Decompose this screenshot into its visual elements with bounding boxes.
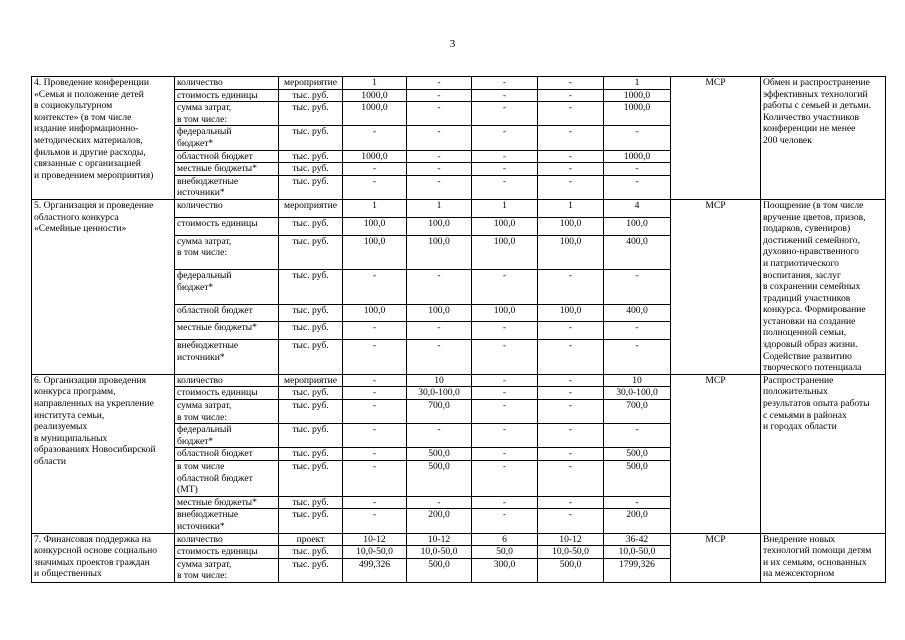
- value-cell: -: [407, 89, 472, 102]
- value-cell: 100,0: [472, 217, 538, 235]
- value-cell: -: [472, 270, 538, 304]
- value-cell: -: [538, 89, 604, 102]
- unit-cell: тыс. руб.: [279, 340, 343, 374]
- program-measures-table: [31, 76, 886, 583]
- value-cell: -: [343, 461, 407, 497]
- value-cell: -: [538, 461, 604, 497]
- unit-cell: тыс. руб.: [279, 424, 343, 448]
- value-cell: 10,0-50,0: [538, 546, 604, 559]
- indicator-name: количество: [175, 374, 279, 387]
- value-cell: -: [472, 496, 538, 509]
- table-row: [32, 77, 886, 90]
- indicator-name: сумма затрат, в том числе:: [175, 102, 279, 126]
- value-cell: 10: [604, 374, 671, 387]
- value-cell: -: [407, 163, 472, 176]
- unit-cell: тыс. руб.: [279, 496, 343, 509]
- value-cell: -: [538, 175, 604, 199]
- value-cell: -: [407, 496, 472, 509]
- value-cell: 10-12: [538, 533, 604, 546]
- value-cell: 100,0: [472, 235, 538, 269]
- unit-cell: тыс. руб.: [279, 448, 343, 461]
- unit-cell: тыс. руб.: [279, 558, 343, 582]
- value-cell: 1: [407, 199, 472, 217]
- value-cell: -: [472, 163, 538, 176]
- value-cell: -: [538, 496, 604, 509]
- value-cell: -: [472, 126, 538, 150]
- value-cell: -: [538, 102, 604, 126]
- value-cell: 100,0: [538, 217, 604, 235]
- value-cell: 36-42: [604, 533, 671, 546]
- executor-cell: МСР: [671, 374, 761, 533]
- unit-cell: мероприятие: [279, 374, 343, 387]
- measure-title: 6. Организация проведения конкурса программ, направленных на укрепление института семьи, реализуемых в муниципальных образованиях Новосибирской области: [32, 374, 175, 533]
- value-cell: 1000,0: [604, 89, 671, 102]
- value-cell: 10: [407, 374, 472, 387]
- value-cell: 499,326: [343, 558, 407, 582]
- unit-cell: тыс. руб.: [279, 509, 343, 533]
- value-cell: -: [604, 424, 671, 448]
- indicator-name: сумма затрат, в том числе:: [175, 235, 279, 269]
- value-cell: 700,0: [407, 400, 472, 424]
- value-cell: 400,0: [604, 235, 671, 269]
- value-cell: 100,0: [343, 217, 407, 235]
- value-cell: -: [343, 270, 407, 304]
- indicator-name: стоимость единицы: [175, 89, 279, 102]
- page-number: 3: [449, 38, 456, 50]
- value-cell: -: [472, 448, 538, 461]
- value-cell: -: [604, 270, 671, 304]
- value-cell: 4: [604, 199, 671, 217]
- unit-cell: тыс. руб.: [279, 322, 343, 340]
- indicator-name: в том числе областной бюджет (МТ): [175, 461, 279, 497]
- indicator-name: федеральный бюджет*: [175, 126, 279, 150]
- value-cell: -: [472, 340, 538, 374]
- value-cell: 500,0: [407, 461, 472, 497]
- value-cell: -: [407, 175, 472, 199]
- value-cell: -: [538, 400, 604, 424]
- value-cell: 10,0-50,0: [343, 546, 407, 559]
- unit-cell: тыс. руб.: [279, 102, 343, 126]
- value-cell: -: [407, 340, 472, 374]
- value-cell: 500,0: [604, 461, 671, 497]
- value-cell: -: [343, 509, 407, 533]
- unit-cell: тыс. руб.: [279, 175, 343, 199]
- unit-cell: мероприятие: [279, 77, 343, 90]
- value-cell: 10,0-50,0: [407, 546, 472, 559]
- value-cell: -: [472, 509, 538, 533]
- value-cell: -: [604, 322, 671, 340]
- executor-cell: МСР: [671, 199, 761, 374]
- value-cell: -: [343, 340, 407, 374]
- value-cell: 1: [472, 199, 538, 217]
- value-cell: -: [343, 374, 407, 387]
- value-cell: -: [538, 448, 604, 461]
- measure-title: 4. Проведение конференции «Семья и положение детей в социокультурном контексте» (в том числе издание информационно- методических материалов, фильмов и другие расходы, связанные с организацией и проведением мероприятия): [32, 77, 175, 200]
- value-cell: 300,0: [472, 558, 538, 582]
- value-cell: -: [604, 340, 671, 374]
- value-cell: 500,0: [538, 558, 604, 582]
- result-cell: Внедрение новых технологий помощи детям и их семьям, основанных на межсекторном: [761, 533, 886, 582]
- value-cell: -: [407, 424, 472, 448]
- value-cell: 1000,0: [604, 150, 671, 163]
- indicator-name: местные бюджеты*: [175, 163, 279, 176]
- unit-cell: тыс. руб.: [279, 126, 343, 150]
- unit-cell: тыс. руб.: [279, 163, 343, 176]
- value-cell: 6: [472, 533, 538, 546]
- value-cell: -: [472, 150, 538, 163]
- indicator-name: областной бюджет: [175, 150, 279, 163]
- value-cell: 100,0: [343, 304, 407, 322]
- value-cell: -: [472, 175, 538, 199]
- value-cell: 100,0: [407, 217, 472, 235]
- indicator-name: сумма затрат, в том числе:: [175, 558, 279, 582]
- unit-cell: тыс. руб.: [279, 150, 343, 163]
- table-row: [32, 199, 886, 217]
- measure-title: 5. Организация и проведение областного конкурса «Семейные ценности»: [32, 199, 175, 374]
- indicator-name: стоимость единицы: [175, 217, 279, 235]
- value-cell: 1000,0: [343, 150, 407, 163]
- unit-cell: тыс. руб.: [279, 217, 343, 235]
- unit-cell: тыс. руб.: [279, 387, 343, 400]
- value-cell: 1000,0: [604, 102, 671, 126]
- value-cell: 100,0: [538, 304, 604, 322]
- indicator-name: областной бюджет: [175, 304, 279, 322]
- value-cell: 100,0: [604, 217, 671, 235]
- unit-cell: тыс. руб.: [279, 89, 343, 102]
- indicator-name: внебюджетные источники*: [175, 509, 279, 533]
- unit-cell: тыс. руб.: [279, 235, 343, 269]
- value-cell: -: [604, 163, 671, 176]
- value-cell: -: [407, 77, 472, 90]
- value-cell: -: [538, 270, 604, 304]
- indicator-name: федеральный бюджет*: [175, 424, 279, 448]
- value-cell: 1: [343, 199, 407, 217]
- indicator-name: стоимость единицы: [175, 387, 279, 400]
- indicator-name: местные бюджеты*: [175, 322, 279, 340]
- unit-cell: тыс. руб.: [279, 304, 343, 322]
- value-cell: 1799,326: [604, 558, 671, 582]
- value-cell: 30,0-100,0: [604, 387, 671, 400]
- value-cell: -: [472, 89, 538, 102]
- value-cell: 10-12: [407, 533, 472, 546]
- executor-cell: МСР: [671, 77, 761, 200]
- value-cell: -: [343, 175, 407, 199]
- indicator-name: местные бюджеты*: [175, 496, 279, 509]
- value-cell: 100,0: [343, 235, 407, 269]
- result-cell: Обмен и распространение эффективных технологий работы с семьей и детьми. Количество участников конференции не менее 200 человек: [761, 77, 886, 200]
- value-cell: 1: [343, 77, 407, 90]
- value-cell: -: [407, 102, 472, 126]
- unit-cell: проект: [279, 533, 343, 546]
- value-cell: -: [407, 126, 472, 150]
- value-cell: -: [472, 77, 538, 90]
- value-cell: 500,0: [407, 448, 472, 461]
- value-cell: -: [343, 448, 407, 461]
- result-cell: Распространение положительных результатов опыта работы с семьями в районах и городах области: [761, 374, 886, 533]
- indicator-name: внебюджетные источники*: [175, 175, 279, 199]
- value-cell: -: [343, 496, 407, 509]
- indicator-name: количество: [175, 199, 279, 217]
- value-cell: -: [472, 400, 538, 424]
- value-cell: -: [472, 387, 538, 400]
- indicator-name: количество: [175, 533, 279, 546]
- measure-title: 7. Финансовая поддержка на конкурсной основе социально значимых проектов граждан и общественных: [32, 533, 175, 582]
- value-cell: -: [407, 322, 472, 340]
- unit-cell: тыс. руб.: [279, 461, 343, 497]
- table-row: [32, 374, 886, 387]
- unit-cell: тыс. руб.: [279, 400, 343, 424]
- value-cell: 700,0: [604, 400, 671, 424]
- value-cell: 200,0: [407, 509, 472, 533]
- value-cell: -: [472, 461, 538, 497]
- value-cell: -: [604, 496, 671, 509]
- value-cell: 30,0-100,0: [407, 387, 472, 400]
- value-cell: -: [538, 150, 604, 163]
- value-cell: -: [472, 102, 538, 126]
- value-cell: -: [538, 163, 604, 176]
- value-cell: 500,0: [407, 558, 472, 582]
- value-cell: -: [343, 424, 407, 448]
- unit-cell: тыс. руб.: [279, 270, 343, 304]
- value-cell: -: [472, 374, 538, 387]
- value-cell: 1000,0: [343, 89, 407, 102]
- indicator-name: стоимость единицы: [175, 546, 279, 559]
- value-cell: 100,0: [407, 235, 472, 269]
- value-cell: -: [343, 163, 407, 176]
- table-row: [32, 533, 886, 546]
- value-cell: -: [343, 322, 407, 340]
- result-cell: Поощрение (в том числе вручение цветов, призов, подарков, сувениров) достижений семейного, духовно-нравственного и патриотического воспитания, заслуг в сохранении семейных традиций участников конкурса. Формирование установки на создание полноценной семьи, здоровый образ жизни. Содействие развитию творческого потенциала: [761, 199, 886, 374]
- value-cell: 400,0: [604, 304, 671, 322]
- value-cell: -: [343, 400, 407, 424]
- value-cell: 50,0: [472, 546, 538, 559]
- indicator-name: областной бюджет: [175, 448, 279, 461]
- indicator-name: внебюджетные источники*: [175, 340, 279, 374]
- value-cell: -: [538, 126, 604, 150]
- value-cell: -: [538, 77, 604, 90]
- value-cell: -: [538, 387, 604, 400]
- value-cell: -: [604, 175, 671, 199]
- value-cell: -: [538, 424, 604, 448]
- value-cell: 500,0: [604, 448, 671, 461]
- value-cell: 10,0-50,0: [604, 546, 671, 559]
- value-cell: -: [538, 374, 604, 387]
- value-cell: -: [472, 322, 538, 340]
- value-cell: -: [407, 270, 472, 304]
- value-cell: -: [538, 509, 604, 533]
- unit-cell: мероприятие: [279, 199, 343, 217]
- value-cell: 1: [604, 77, 671, 90]
- value-cell: -: [343, 126, 407, 150]
- indicator-name: количество: [175, 77, 279, 90]
- value-cell: -: [407, 150, 472, 163]
- indicator-name: федеральный бюджет*: [175, 270, 279, 304]
- value-cell: 1000,0: [343, 102, 407, 126]
- value-cell: 1: [538, 199, 604, 217]
- value-cell: -: [538, 322, 604, 340]
- unit-cell: тыс. руб.: [279, 546, 343, 559]
- value-cell: -: [343, 387, 407, 400]
- indicator-name: сумма затрат, в том числе:: [175, 400, 279, 424]
- value-cell: -: [472, 424, 538, 448]
- value-cell: 100,0: [472, 304, 538, 322]
- value-cell: 200,0: [604, 509, 671, 533]
- value-cell: 100,0: [407, 304, 472, 322]
- executor-cell: МСР: [671, 533, 761, 582]
- value-cell: 10-12: [343, 533, 407, 546]
- value-cell: 100,0: [538, 235, 604, 269]
- value-cell: -: [604, 126, 671, 150]
- value-cell: -: [538, 340, 604, 374]
